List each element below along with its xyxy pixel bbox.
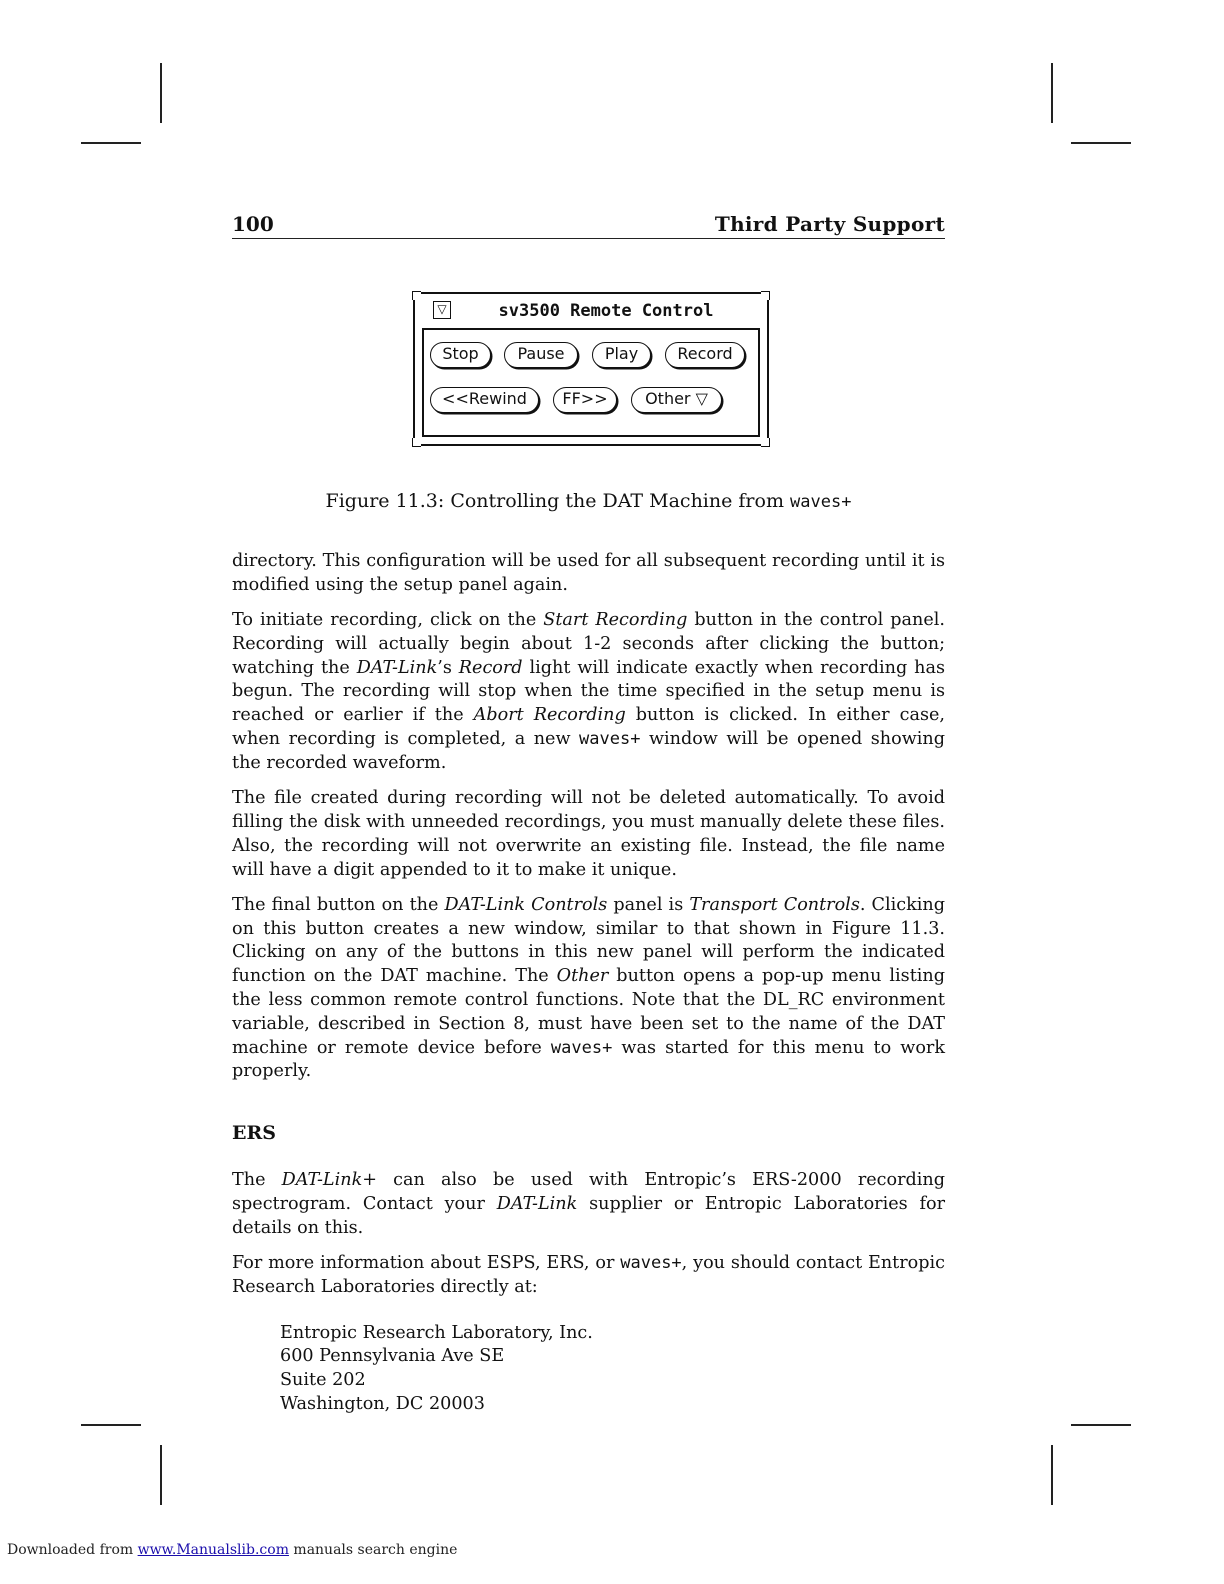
- crop-mark: [1051, 1445, 1053, 1505]
- crop-mark: [1071, 1424, 1131, 1426]
- caption-text: Figure 11.3: Controlling the DAT Machine from: [325, 490, 791, 512]
- text-run: button opens a pop-up menu listing the less common remote control functions. Note that the DL_RC environment variable, described in Section 8, must have been set to the name of the DAT machine or remote device before: [232, 966, 945, 1058]
- remote-control-window: [413, 292, 769, 446]
- paragraph: [232, 894, 945, 1084]
- crop-mark: [1051, 63, 1053, 123]
- text-run: light will indicate exactly when recording has begun. The recording will stop when the time specified in the setup menu is reached or earlier if the: [232, 657, 945, 726]
- italic-term: DAT-Link: [496, 1193, 578, 1214]
- rewind-button[interactable]: <<Rewind: [430, 387, 539, 413]
- text-run: ’s: [437, 657, 459, 678]
- paragraph: [232, 1169, 945, 1240]
- resize-corner[interactable]: [412, 291, 421, 300]
- window-title: sv3500 Remote Control: [498, 301, 714, 321]
- text-run: The final button on the: [232, 894, 445, 915]
- text-run: can also be used with Entropic’s ERS-2000 recording spectrogram. Contact your: [232, 1170, 945, 1214]
- page-header: [232, 212, 945, 239]
- figure-caption: [232, 490, 945, 512]
- footer-suffix: manuals search engine: [288, 1542, 458, 1558]
- text-run: For more information about ESPS, ERS, or: [232, 1252, 621, 1273]
- address-line: 600 Pennsylvania Ave SE: [280, 1346, 505, 1367]
- inline-code: waves+: [579, 729, 641, 750]
- window-menu-icon[interactable]: ▽: [433, 301, 451, 319]
- text-run: panel is: [607, 894, 690, 915]
- crop-mark: [160, 63, 162, 123]
- section-heading: ERS: [232, 1122, 276, 1145]
- italic-term: Record: [458, 657, 523, 678]
- download-footer: [7, 1542, 457, 1558]
- resize-corner[interactable]: [761, 291, 770, 300]
- text-run: The: [232, 1170, 282, 1191]
- text-run: button is clicked. In either case, when recording is completed, a new: [232, 705, 945, 750]
- italic-term: DAT-Link Controls: [444, 894, 608, 915]
- italic-term: Other: [556, 966, 609, 987]
- italic-term: Start Recording: [543, 610, 688, 631]
- crop-mark: [81, 142, 141, 144]
- address-block: [280, 1322, 945, 1417]
- paragraph: [232, 1252, 945, 1300]
- resize-corner[interactable]: [761, 438, 770, 447]
- inline-code: waves+: [620, 1252, 682, 1273]
- inline-code: waves+: [550, 1037, 613, 1058]
- text-run: To initiate recording, click on the: [232, 610, 544, 631]
- text-run: . Clicking on this button creates a new window, similar to that shown in Figure 11.3. Clicking on any of the buttons in this new panel will perform the indicated function on the DAT machine. The: [232, 894, 945, 987]
- italic-term: Abort Recording: [473, 705, 626, 726]
- text-run: window will be opened showing the recorded waveform.: [232, 729, 945, 773]
- play-button[interactable]: Play: [592, 342, 651, 368]
- paragraph: [232, 609, 945, 776]
- italic-term: DAT-Link: [356, 657, 438, 678]
- address-line: Entropic Research Laboratory, Inc.: [280, 1322, 593, 1343]
- crop-mark: [160, 1445, 162, 1505]
- stop-button[interactable]: Stop: [430, 342, 491, 368]
- text-run: , you should contact Entropic Research Laboratories directly at:: [232, 1252, 945, 1297]
- page-number: 100: [232, 212, 274, 236]
- pause-button[interactable]: Pause: [504, 342, 578, 368]
- text-run: supplier or Entropic Laboratories for details on this.: [232, 1193, 945, 1238]
- resize-corner[interactable]: [412, 438, 421, 447]
- other-menu-button[interactable]: Other ▽: [631, 387, 722, 413]
- italic-term: DAT-Link+: [281, 1170, 377, 1191]
- crop-mark: [81, 1424, 141, 1426]
- text-run: button in the control panel. Recording will actually begin about 1-2 seconds after clicking the button; watching the: [232, 610, 945, 678]
- footer-prefix: Downloaded from: [7, 1542, 138, 1558]
- address-line: Suite 202: [280, 1370, 366, 1391]
- section-title: Third Party Support: [714, 212, 945, 236]
- address-line: Washington, DC 20003: [280, 1393, 485, 1414]
- control-panel: [422, 328, 760, 437]
- paragraph: directory. This configuration will be used for all subsequent recording until it is modified using the setup panel again.: [232, 551, 945, 595]
- text-run: was started for this menu to work properly.: [232, 1037, 945, 1082]
- italic-term: Transport Controls: [689, 894, 860, 915]
- manualslib-link[interactable]: www.Manualslib.com: [137, 1542, 289, 1558]
- body-text: [232, 550, 945, 1417]
- crop-mark: [1071, 142, 1131, 144]
- caption-code: waves+: [790, 492, 852, 512]
- record-button[interactable]: Record: [665, 342, 745, 368]
- fast-forward-button[interactable]: FF>>: [553, 387, 617, 413]
- paragraph: The file created during recording will not be deleted automatically. To avoid filling the disk with unneeded recordings, you must manually delete these files. Also, the recording will not overwrite an existing file. Instead, the file name will have a digit appended to it to make it unique.: [232, 788, 945, 880]
